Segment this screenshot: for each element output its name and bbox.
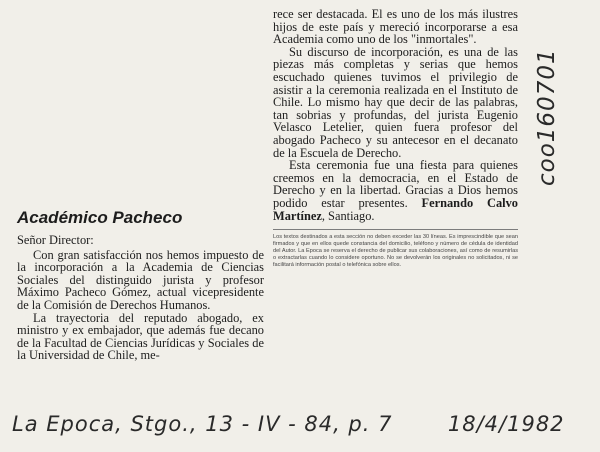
handwritten-date: 18/4/1982	[447, 412, 565, 436]
article-headline: Académico Pacheco	[17, 208, 183, 227]
left-column	[17, 208, 264, 362]
closing-paragraph	[273, 159, 518, 222]
salutation: Señor Director:	[17, 233, 94, 247]
paragraph: Con gran satisfacción nos hemos impuesto de la incorporación a la Academia de Ciencias Sociales del distinguido jurista y profesor Máximo Pacheco Gómez, actual vicepresidente de la Comisión de Derechos Humanos.	[17, 247, 264, 312]
author-name: Fernando Calvo Martínez	[273, 195, 518, 223]
divider	[273, 229, 518, 230]
paragraph: La trayectoria del reputado abogado, ex ministro y ex embajador, que además fue decano de la Facultad de Ciencias Jurídicas y Sociales de la Universidad de Chile, me-	[17, 310, 264, 363]
paragraph: rece ser destacada. El es uno de los más ilustres hijos de este país y mereció incorporarse a esa Academia como uno de los "inmortales".	[273, 7, 518, 47]
editorial-note: Los textos destinados a esta sección no deben exceder las 30 líneas. Es imprescindible que sean firmados y que en ellos quede constancia del domicilio, teléfono y número de cédula de identidad del Autor. La Epoca se reserva el derecho de publicar sus colaboraciones, así como de resumirlas o extractarlas cuando lo considere oportuno. No se devolverán los originales no solicitados, ni se facilitará información postal o telefónica sobre ellos.	[273, 234, 518, 269]
handwritten-source-note	[12, 412, 565, 436]
paragraph-text: Esta ceremonia fue una fiesta para quienes creemos en la democracia, en el Estado de Derecho y en la libertad. Gracias a Dios hemos podido estar presentes.	[273, 158, 518, 210]
right-column	[273, 8, 518, 269]
paragraph: Su discurso de incorporación, es una de las piezas más completas y serias que hemos escuchado quienes tuvimos el privilegio de asistir a la ceremonia realizada en el Instituto de Chile. Lo mismo hay que decir de las palabras, tan sobrias y profundas, del jurista Eugenio Velasco Letelier, quien fuera profesor del abogado Pacheco y su antecesor en el decanato de la Escuela de Derecho.	[273, 44, 518, 160]
handwritten-code: coo160701	[534, 48, 560, 186]
author-city: , Santiago.	[321, 208, 375, 223]
handwritten-source: La Epoca, Stgo., 13 - IV - 84, p. 7	[12, 412, 393, 436]
